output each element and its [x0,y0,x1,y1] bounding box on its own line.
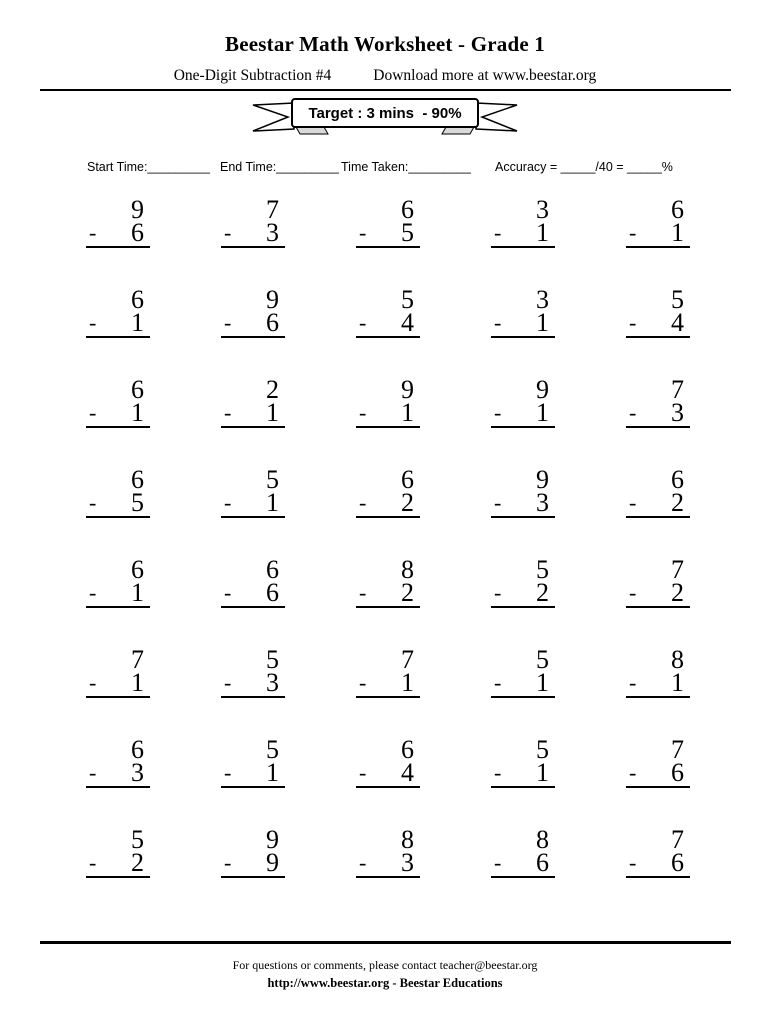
footer-contact-text: For questions or comments, please contact teacher@beestar.org [232,958,538,972]
subtrahend: 3 [266,668,279,697]
minus-operator: - [89,400,97,425]
problem-underline [356,218,420,248]
subtraction-problem [491,737,555,827]
minus-operator: - [89,670,97,695]
minus-operator: - [629,760,637,785]
subtrahend: 1 [266,488,279,517]
subtrahend: 1 [131,308,144,337]
problems-grid [86,197,761,917]
subtrahend: 3 [536,488,549,517]
subtrahend: 2 [671,488,684,517]
subtraction-problem [86,197,150,287]
minuend: 7 [671,375,684,404]
subtrahend: 1 [536,758,549,787]
minus-operator: - [224,670,232,695]
subtraction-problem [356,287,420,377]
minuend: 7 [401,645,414,674]
minus-operator: - [224,220,232,245]
subtrahend: 6 [266,578,279,607]
subtraction-problem [491,287,555,377]
subtraction-problem [86,737,150,827]
problem-underline [356,488,420,518]
subtraction-problem [356,377,420,467]
minus-operator: - [224,760,232,785]
minus-operator: - [89,850,97,875]
footer-site-text: http://www.beestar.org - Beestar Educations [267,976,503,990]
subtrahend: 1 [266,758,279,787]
subtraction-problem [86,377,150,467]
minuend: 5 [536,555,549,584]
minus-operator: - [359,850,367,875]
problem-underline [86,758,150,788]
minus-operator: - [494,580,502,605]
minuend: 6 [131,555,144,584]
target-label: Target : 3 mins - 90% [308,104,462,122]
subtrahend: 1 [536,398,549,427]
subtrahend: 1 [536,218,549,247]
subtraction-problem [491,377,555,467]
subtraction-problem [356,467,420,557]
minuend: 6 [401,735,414,764]
problem-underline [356,398,420,428]
subtraction-problem [86,827,150,917]
minuend: 8 [401,825,414,854]
problem-underline [221,578,285,608]
minus-operator: - [629,850,637,875]
minus-operator: - [629,400,637,425]
minus-operator: - [224,850,232,875]
subtraction-problem [356,827,420,917]
subtraction-problem [491,827,555,917]
minuend: 6 [266,555,279,584]
subtrahend: 1 [401,398,414,427]
subtrahend: 5 [401,218,414,247]
end-time-field: End Time:_________ [220,160,339,174]
minus-operator: - [89,580,97,605]
minus-operator: - [494,850,502,875]
minuend: 9 [266,825,279,854]
minus-operator: - [224,310,232,335]
minus-operator: - [224,490,232,515]
problem-underline [86,398,150,428]
subtraction-problem [626,827,690,917]
problem-underline [356,308,420,338]
minus-operator: - [359,400,367,425]
subtraction-problem [626,287,690,377]
subtraction-problem [221,287,285,377]
problem-underline [221,668,285,698]
minuend: 7 [131,645,144,674]
problem-underline [221,758,285,788]
subtrahend: 1 [671,668,684,697]
subtrahend: 6 [671,848,684,877]
problem-underline [356,668,420,698]
subtraction-problem [221,377,285,467]
subtrahend: 4 [671,308,684,337]
minus-operator: - [359,580,367,605]
subtrahend: 2 [401,578,414,607]
minuend: 3 [536,285,549,314]
minuend: 7 [671,825,684,854]
subtraction-problem [491,557,555,647]
subtrahend: 5 [131,488,144,517]
subtrahend: 3 [401,848,414,877]
problem-underline [626,488,690,518]
subtrahend: 3 [671,398,684,427]
minuend: 9 [536,465,549,494]
minus-operator: - [359,310,367,335]
subtraction-problem [221,647,285,737]
minus-operator: - [494,760,502,785]
minus-operator: - [494,400,502,425]
minuend: 6 [401,195,414,224]
problem-underline [491,308,555,338]
subtraction-problem [356,647,420,737]
subtrahend: 9 [266,848,279,877]
subtrahend: 2 [131,848,144,877]
subtraction-problem [221,467,285,557]
subtraction-problem [221,827,285,917]
minus-operator: - [359,220,367,245]
minus-operator: - [629,580,637,605]
problem-underline [221,308,285,338]
problem-underline [86,308,150,338]
minuend: 7 [671,735,684,764]
problem-underline [626,668,690,698]
minuend: 6 [401,465,414,494]
problem-underline [626,758,690,788]
subtrahend: 1 [536,308,549,337]
subtraction-problem [626,377,690,467]
minuend: 5 [536,645,549,674]
page-title: Beestar Math Worksheet - Grade 1 [225,32,545,56]
problem-underline [491,848,555,878]
minuend: 8 [401,555,414,584]
subtrahend: 6 [266,308,279,337]
minus-operator: - [359,760,367,785]
minus-operator: - [629,310,637,335]
problem-underline [626,578,690,608]
minuend: 9 [266,285,279,314]
subtrahend: 6 [131,218,144,247]
problem-underline [356,758,420,788]
subtraction-problem [491,197,555,287]
subtraction-problem [221,737,285,827]
subtrahend: 1 [536,668,549,697]
subtraction-problem [221,557,285,647]
subtrahend: 3 [266,218,279,247]
subtraction-problem [491,467,555,557]
problem-underline [491,398,555,428]
minuend: 7 [671,555,684,584]
problem-underline [626,308,690,338]
minuend: 5 [266,465,279,494]
problem-underline [626,398,690,428]
minus-operator: - [629,670,637,695]
problem-underline [86,668,150,698]
minuend: 8 [536,825,549,854]
minus-operator: - [89,310,97,335]
problem-underline [491,758,555,788]
minus-operator: - [224,400,232,425]
subtraction-problem [221,197,285,287]
minus-operator: - [629,490,637,515]
subtraction-problem [356,737,420,827]
problem-underline [491,218,555,248]
time-taken-field: Time Taken:_________ [341,160,471,174]
header-divider [40,89,731,91]
subtrahend: 1 [131,578,144,607]
minuend: 6 [671,465,684,494]
minus-operator: - [359,490,367,515]
minuend: 6 [671,195,684,224]
minus-operator: - [494,220,502,245]
problem-underline [86,218,150,248]
minuend: 5 [671,285,684,314]
minuend: 5 [401,285,414,314]
target-ribbon [252,97,518,139]
subtrahend: 2 [536,578,549,607]
subtrahend: 1 [131,668,144,697]
problem-underline [86,848,150,878]
minuend: 5 [131,825,144,854]
minuend: 6 [131,465,144,494]
subtrahend: 3 [131,758,144,787]
subtraction-problem [86,647,150,737]
minus-operator: - [494,310,502,335]
problem-underline [221,848,285,878]
minus-operator: - [494,670,502,695]
minus-operator: - [494,490,502,515]
problem-underline [491,668,555,698]
problem-underline [491,488,555,518]
minus-operator: - [89,760,97,785]
subtrahend: 4 [401,308,414,337]
minuend: 7 [266,195,279,224]
subtraction-problem [626,737,690,827]
accuracy-field: Accuracy = _____/40 = _____% [495,160,673,174]
minuend: 5 [266,645,279,674]
minuend: 6 [131,375,144,404]
minuend: 6 [131,285,144,314]
minus-operator: - [629,220,637,245]
problem-underline [626,848,690,878]
problem-underline [491,578,555,608]
worksheet-topic: One-Digit Subtraction #4 [173,67,332,84]
subtraction-problem [626,197,690,287]
subtraction-problem [626,467,690,557]
subtrahend: 2 [671,578,684,607]
minuend: 8 [671,645,684,674]
minus-operator: - [89,220,97,245]
minuend: 6 [131,735,144,764]
minuend: 9 [131,195,144,224]
subtraction-problem [86,557,150,647]
download-more-text: Download more at www.beestar.org [373,67,597,84]
minus-operator: - [89,490,97,515]
minuend: 2 [266,375,279,404]
subtrahend: 1 [671,218,684,247]
subtraction-problem [626,647,690,737]
footer-divider [40,941,731,944]
subtrahend: 1 [401,668,414,697]
subtrahend: 1 [131,398,144,427]
footer [0,958,770,991]
problem-underline [221,488,285,518]
start-time-field: Start Time:_________ [87,160,210,174]
subtrahend: 1 [266,398,279,427]
subtrahend: 6 [671,758,684,787]
minuend: 9 [401,375,414,404]
subtraction-problem [86,287,150,377]
minuend: 5 [536,735,549,764]
timing-fields-row [0,160,770,180]
subtraction-problem [626,557,690,647]
minuend: 9 [536,375,549,404]
subtitle-row [0,67,770,85]
problem-underline [221,218,285,248]
subtraction-problem [86,467,150,557]
problem-underline [86,578,150,608]
problem-underline [86,488,150,518]
subtraction-problem [356,197,420,287]
problem-underline [356,578,420,608]
minus-operator: - [224,580,232,605]
problem-underline [356,848,420,878]
subtrahend: 4 [401,758,414,787]
subtrahend: 6 [536,848,549,877]
subtraction-problem [356,557,420,647]
minuend: 3 [536,195,549,224]
minus-operator: - [359,670,367,695]
minuend: 5 [266,735,279,764]
subtrahend: 2 [401,488,414,517]
subtraction-problem [491,647,555,737]
problem-underline [221,398,285,428]
problem-underline [626,218,690,248]
